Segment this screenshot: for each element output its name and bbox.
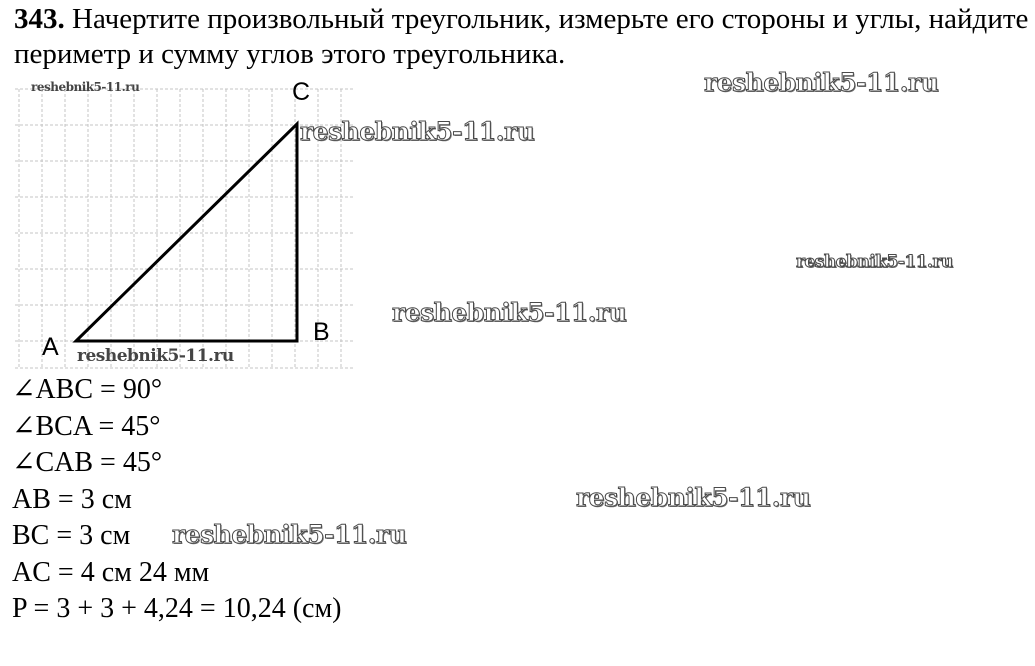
problem-statement: [14, 2, 1029, 72]
answer-side-ac: AC = 4 см 24 мм: [12, 556, 210, 588]
answers-list: [12, 372, 342, 628]
answer-perimeter: P = 3 + 3 + 4,24 = 10,24 (см): [12, 593, 342, 624]
vertex-label-a: A: [42, 333, 59, 361]
answer-angle-bca: ∠BCA = 45°: [12, 410, 161, 442]
watermark: reshebnik5-11.ru: [392, 298, 627, 327]
problem-number: 343.: [14, 3, 65, 35]
answer-side-ab: AB = 3 см: [12, 483, 132, 515]
answer-side-bc: BC = 3 см: [12, 520, 131, 551]
watermark: reshebnik5-11.ru: [31, 80, 140, 94]
vertex-label-b: B: [313, 318, 330, 346]
watermark: reshebnik5-11.ru: [704, 68, 939, 97]
vertex-label-c: C: [292, 78, 311, 106]
triangle-abc: [76, 124, 297, 341]
problem-text: Начертите произвольный треугольник, измерьте его стороны и углы, найдите периметр и сумму углов этого треугольника.: [14, 3, 1029, 70]
watermark: reshebnik5-11.ru: [77, 346, 234, 366]
watermark: reshebnik5-11.ru: [300, 117, 535, 146]
watermark: reshebnik5-11.ru: [576, 483, 811, 512]
watermark: reshebnik5-11.ru: [172, 520, 407, 549]
watermark: reshebnik5-11.ru: [796, 252, 953, 272]
answer-angle-cab: ∠CAB = 45°: [12, 447, 163, 478]
answer-angle-abc: ∠ABC = 90°: [12, 374, 163, 405]
